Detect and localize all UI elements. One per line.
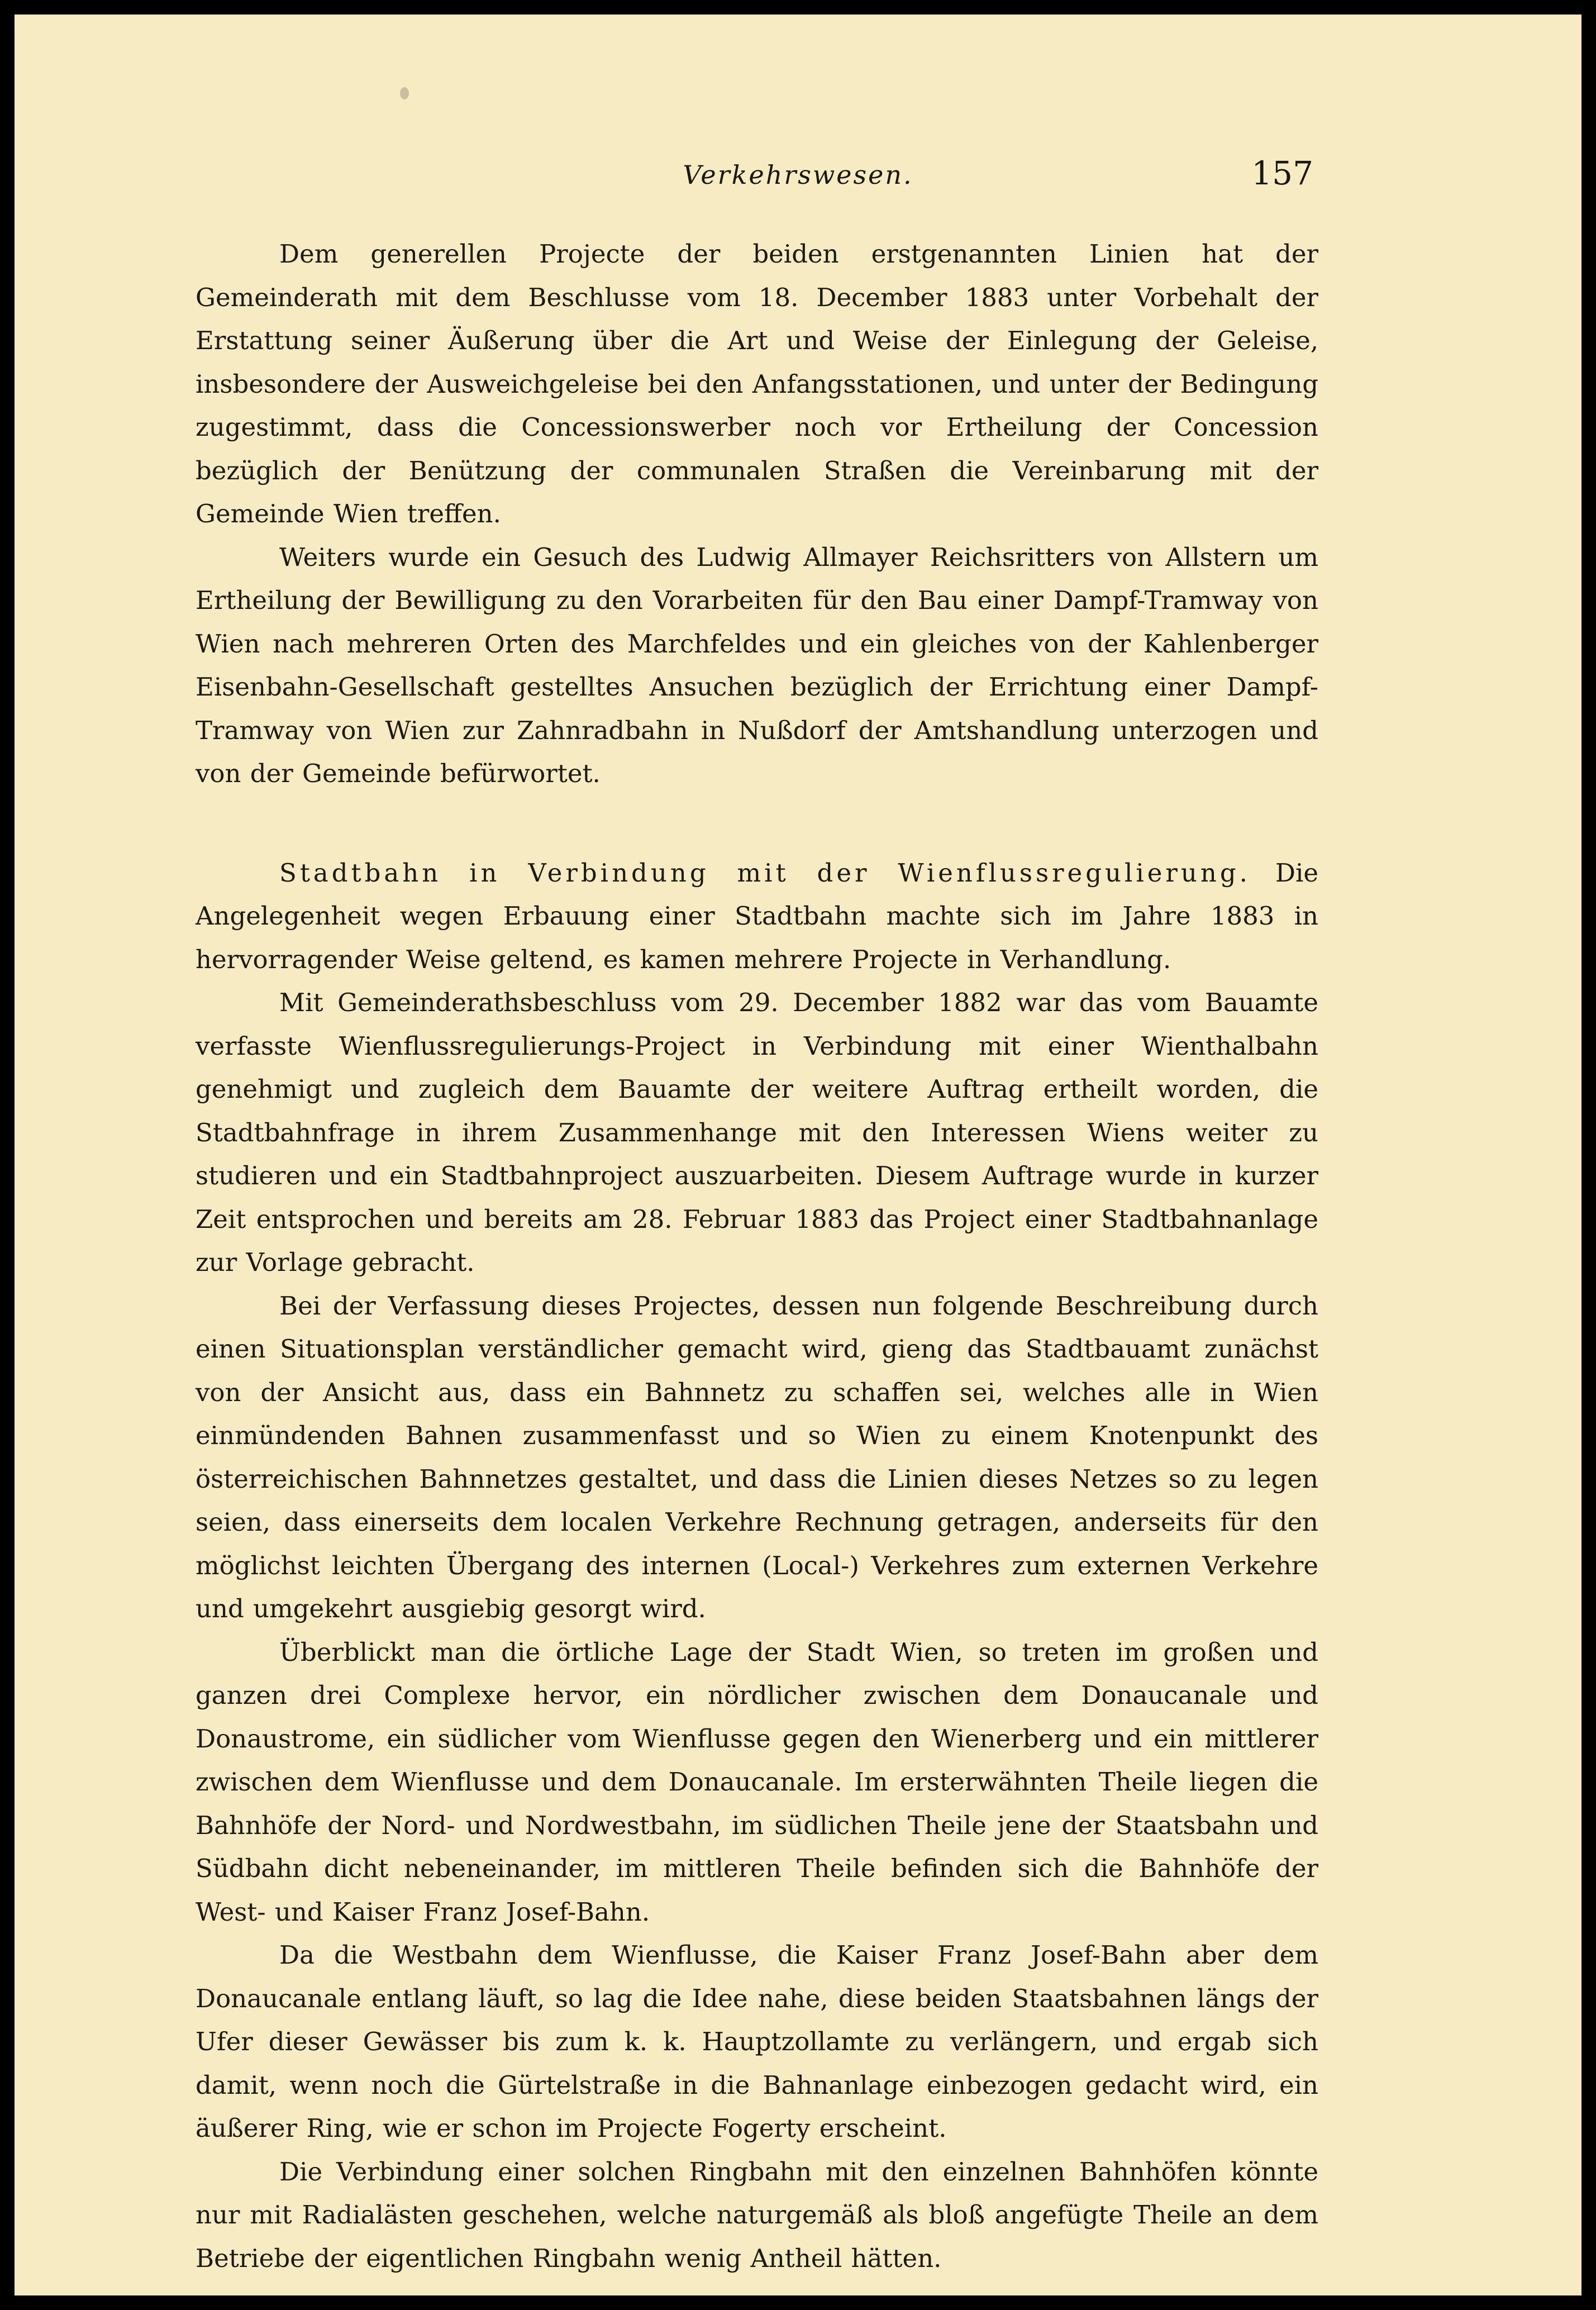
section-heading: Stadtbahn in Verbindung mit der Wienflussregulierung. <box>279 858 1251 888</box>
paper-speck <box>400 87 409 99</box>
page-number: 157 <box>1251 154 1313 192</box>
paragraph-text: Die Angelegenheit wegen Erbauung einer Stadtbahn machte sich im Jahre 1883 in hervorragender Weise geltend, es kamen mehrere Projecte in Verhandlung. <box>196 858 1318 974</box>
paragraph: Da die Westbahn dem Wienflusse, die Kaiser Franz Josef-Bahn aber dem Donaucanale entlang läuft, so lag die Idee nahe, diese beiden Staatsbahnen längs der Ufer dieser Gewässer bis zum k. k. Hauptzollamte zu verlängern, und ergab sich damit, wenn noch die Gürtelstraße in die Bahnanlage einbezogen gedacht wird, ein äußerer Ring, wie er schon im Projecte Fogerty erscheint. <box>196 1940 1318 2143</box>
paragraph: Weiters wurde ein Gesuch des Ludwig Allmayer Reichsritters von Allstern um Ertheilung der Bewilligung zu den Vorarbeiten für den Bau einer Dampf-Tramway von Wien nach mehreren Orten des Marchfeldes und ein gleiches von der Kahlenberger Eisenbahn-Gesellschaft gestelltes Ansuchen bezüglich der Errichtung einer Dampf-Tramway von Wien zur Zahnradbahn in Nußdorf der Amtshandlung unterzogen und von der Gemeinde befürwortet. <box>196 542 1318 788</box>
paragraph: Dem generellen Projecte der beiden erstgenannten Linien hat der Gemeinderath mit dem Beschlusse vom 18. December 1883 unter Vorbehalt der Erstattung seiner Äußerung über die Art und Weise der Einlegung der Geleise, insbesondere der Ausweichgeleise bei den Anfangsstationen, und unter der Bedingung zugestimmt, dass die Concessionswerber noch vor Ertheilung der Concession bezüglich der Benützung der communalen Straßen die Vereinbarung mit der Gemeinde Wien treffen. <box>196 239 1318 528</box>
paragraph: Bei der Verfassung dieses Projectes, dessen nun folgende Beschreibung durch einen Situationsplan verständlicher gemacht wird, gieng das Stadtbauamt zunächst von der Ansicht aus, dass ein Bahnnetz zu schaffen sei, welches alle in Wien einmündenden Bahnen zusammenfasst und so Wien zu einem Knotenpunkt des österreichischen Bahnnetzes gestaltet, und dass die Linien dieses Netzes so zu legen seien, dass einerseits dem localen Verkehre Rechnung getragen, anderseits für den möglichst leichten Übergang des internen (Local-) Verkehres zum externen Verkehre und umgekehrt ausgiebig gesorgt wird. <box>196 1290 1318 1623</box>
paragraph-with-heading <box>196 851 1318 982</box>
paragraph: Die Verbindung einer solchen Ringbahn mit den einzelnen Bahnhöfen könnte nur mit Radialästen geschehen, welche naturgemäß als bloß angefügte Theile an dem Betriebe der eigentlichen Ringbahn wenig Antheil hätten. <box>196 2156 1318 2273</box>
body-text <box>196 232 1318 2280</box>
running-title: Verkehrswesen. <box>683 160 913 190</box>
paragraph: Mit Gemeinderathsbeschluss vom 29. December 1882 war das vom Bauamte verfasste Wienflussregulierungs-Project in Verbindung mit einer Wienthalbahn genehmigt und zugleich dem Bauamte der weitere Auftrag ertheilt worden, die Stadtbahnfrage in ihrem Zusammenhange mit den Interessen Wiens weiter zu studieren und ein Stadtbahnproject auszuarbeiten. Diesem Auftrage wurde in kurzer Zeit entsprochen und bereits am 28. Februar 1883 das Project einer Stadtbahnanlage zur Vorlage gebracht. <box>196 988 1318 1277</box>
page-header <box>15 154 1581 204</box>
book-page <box>15 15 1581 2295</box>
paragraph: Überblickt man die örtliche Lage der Stadt Wien, so treten im großen und ganzen drei Complexe hervor, ein nördlicher zwischen dem Donaucanale und Donaustrome, ein südlicher vom Wienflusse gegen den Wienerberg und ein mittlerer zwischen dem Wienflusse und dem Donaucanale. Im ersterwähnten Theile liegen die Bahnhöfe der Nord- und Nordwestbahn, im südlichen Theile jene der Staatsbahn und Südbahn dicht nebeneinander, im mittleren Theile befinden sich die Bahnhöfe der West- und Kaiser Franz Josef-Bahn. <box>196 1637 1318 1927</box>
